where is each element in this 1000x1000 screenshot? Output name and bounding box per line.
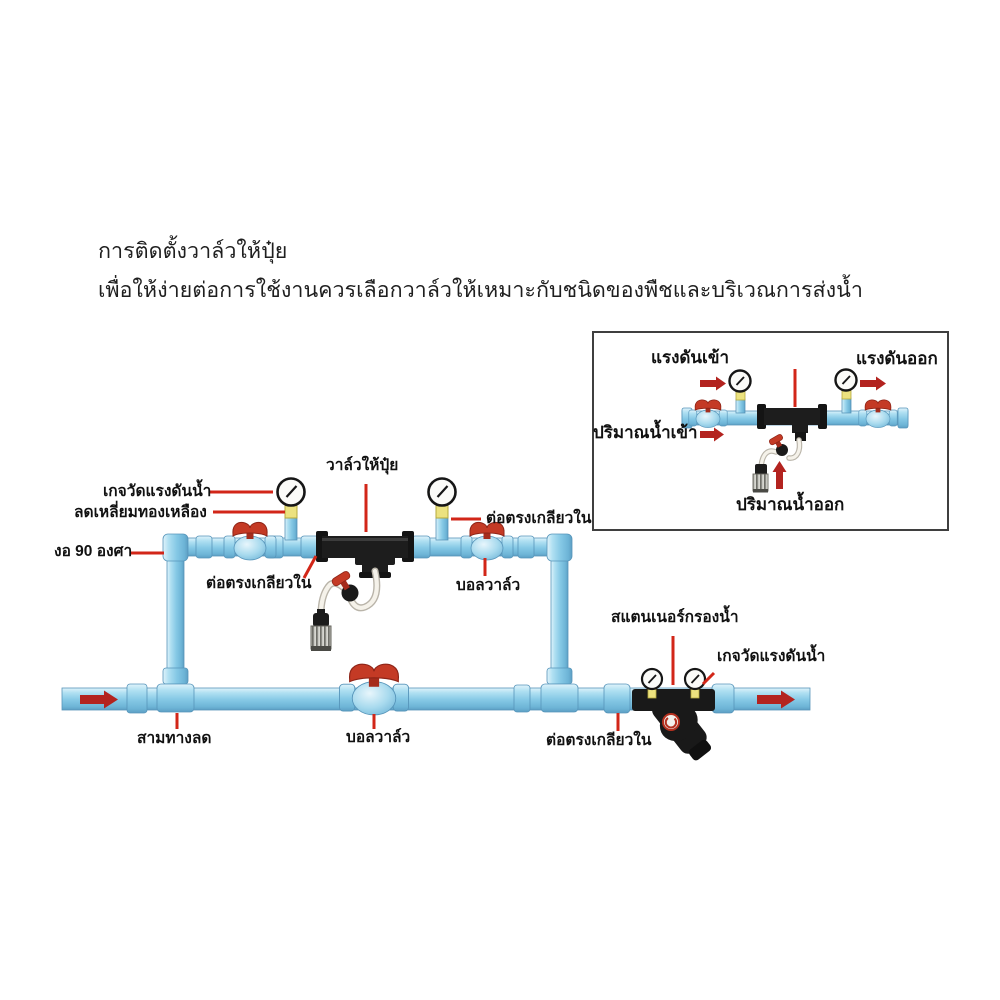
label-pressure-in: แรงดันเข้า [651,348,730,367]
pressure-gauge-icon [642,669,662,689]
adapter-female-thread-bottom [604,684,630,713]
label-adapter-top-left: ต่อตรงเกลียวใน [206,575,312,592]
pressure-gauge-icon [278,479,305,541]
pressure-gauge-icon [685,669,705,689]
label-strainer: สแตนเนอร์กรองน้ำ [611,609,739,626]
label-fertilizer-valve: วาล์วให้ปุ๋ย [326,457,399,474]
fertilizer-venturi-valve [316,531,414,578]
label-brass-reducer: ลดเหลี่ยมทองเหลือง [74,504,207,521]
title-line-2: เพื่อให้ง่ายต่อการใช้งานควรเลือกวาล์วให้เหมาะกับชนิดของพืชและบริเวณการส่งน้ำ [98,278,863,302]
pressure-gauge-icon [429,479,456,541]
tee-right [541,668,578,712]
page-title [98,232,863,310]
label-adapter-bottom-right: ต่อตรงเกลียวใน [546,732,652,749]
label-reducing-tee: สามทางลด [137,730,212,747]
label-elbow-90: งอ 90 องศา [54,543,133,560]
metering-valve-icon [331,570,359,601]
label-pressure-out: แรงดันออก [856,349,938,368]
ball-valve-icon [339,664,408,715]
elbow-90-left [163,534,188,561]
reducing-tee-left [157,668,194,712]
label-adapter-top-right: ต่อตรงเกลียวใน [486,510,592,527]
label-ball-valve-top: บอลวาล์ว [456,577,521,594]
injector-tip-icon [311,609,331,651]
strainer-filter [632,669,720,768]
label-pressure-gauge-bottom-right: เกจวัดแรงดันน้ำ [717,648,826,665]
label-ball-valve-bottom: บอลวาล์ว [346,729,411,746]
label-water-in: ปริมาณน้ำเข้า [593,423,698,442]
label-pressure-gauge-left: เกจวัดแรงดันน้ำ [103,483,212,500]
elbow-90-right [547,534,572,561]
label-water-out: ปริมาณน้ำออก [736,495,845,514]
ball-valve-icon [224,522,276,560]
title-line-1: การติดตั้งวาล์วให้ปุ๋ย [98,239,288,263]
